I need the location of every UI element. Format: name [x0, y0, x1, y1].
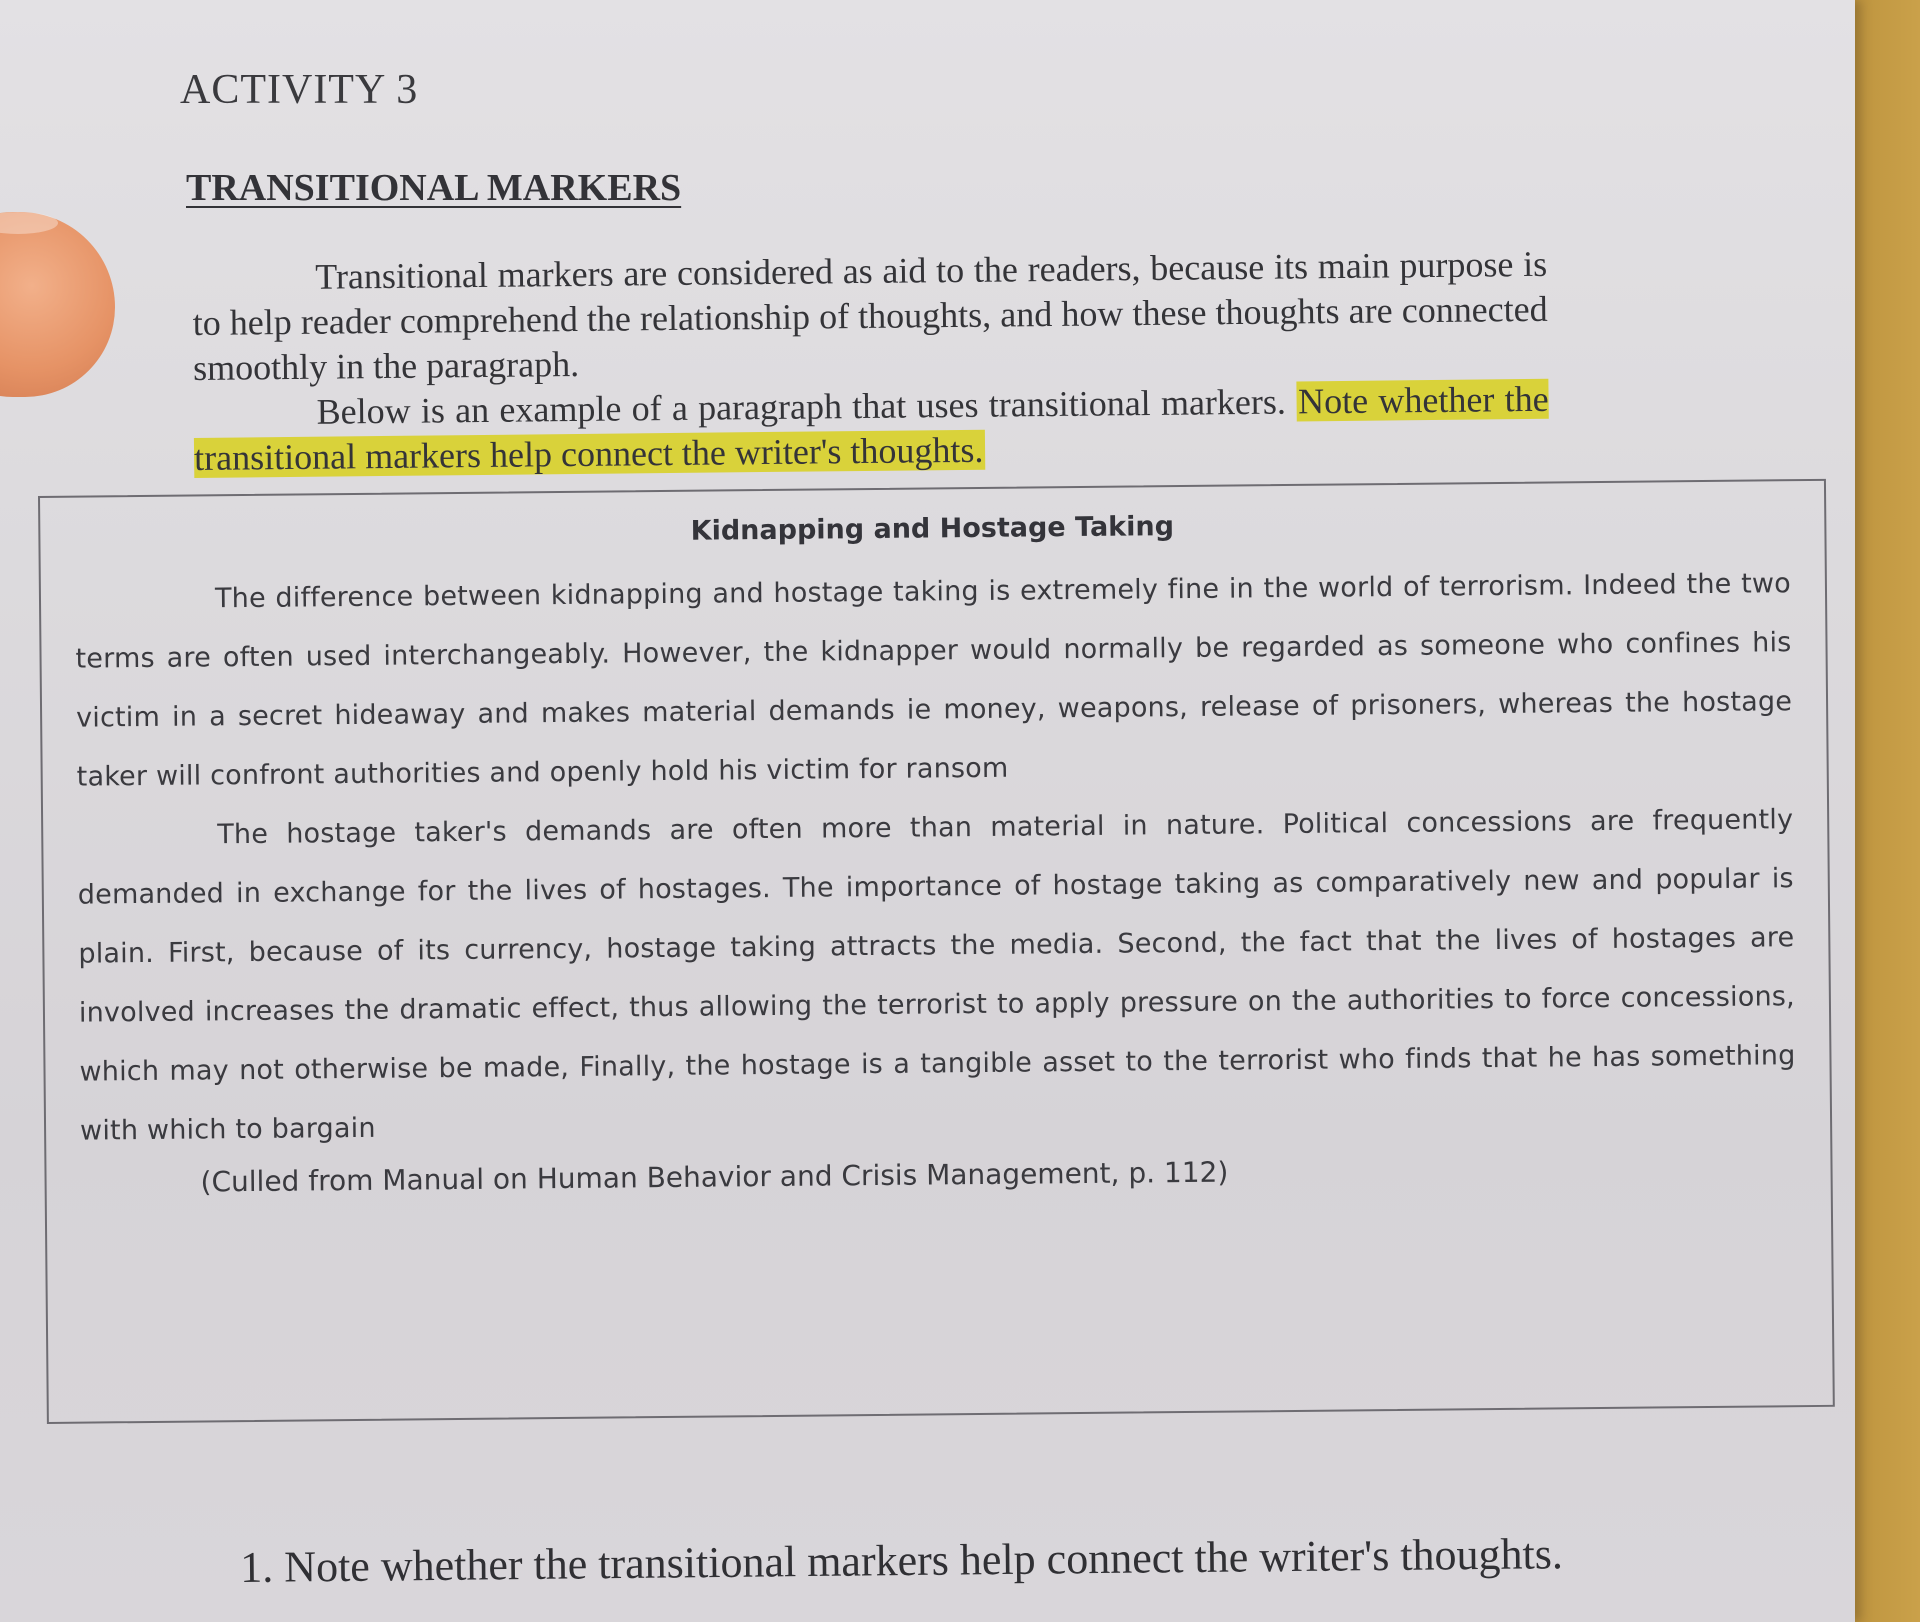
- example-body: [75, 554, 1797, 1160]
- example-title: Kidnapping and Hostage Taking: [690, 511, 1175, 547]
- intro-text: [192, 242, 1549, 481]
- activity-heading: ACTIVITY 3: [180, 67, 419, 113]
- highlighted-instruction: Note whether the transitional markers help connect the writer's thoughts.: [193, 378, 1549, 478]
- example-paragraph-box: [38, 479, 1835, 1424]
- example-paragraph-1: The difference between kidnapping and hostage taking is extremely fine in the world of terrorism. Indeed the two terms are often used interchangeably. However, the kidnapper would normally be regarded as someone who confines his victim in a secret hideaway and makes material demands ie money, weapons, release of prisoners, whereas the hostage taker will confront authorities and openly hold his victim for ransom: [75, 568, 1793, 793]
- intro-paragraph-1: Transitional markers are considered as aid to the readers, because its main purpose is to help reader comprehend the relationship of thoughts, and how these thoughts are connected smoothly in the paragraph.: [192, 243, 1548, 388]
- example-paragraph-2: The hostage taker's demands are often more than material in nature. Political concessions are frequently demanded in exchange for the lives of hostages. The importance of hostage taking as comparatively new and popular is plain. First, because of its currency, hostage taking attracts the media. Second, the fact that the lives of hostages are involved increases the dramatic effect, thus allowing the terrorist to apply pressure on the authorities to force concessions, which may not otherwise be made, Finally, the hostage is a tangible asset to the terrorist who finds that he has something with which to bargain: [77, 804, 1796, 1147]
- section-title: TRANSITIONAL MARKERS: [186, 167, 682, 209]
- intro-paragraph-2: [193, 377, 1549, 481]
- source-citation: (Culled from Manual on Human Behavior and Crisis Management, p. 112): [200, 1155, 1229, 1199]
- intro-paragraph-2-lead: Below is an example of a paragraph that uses transitional markers.: [316, 381, 1297, 432]
- question-1: 1. Note whether the transitional markers help connect the writer's thoughts.: [240, 1529, 1564, 1592]
